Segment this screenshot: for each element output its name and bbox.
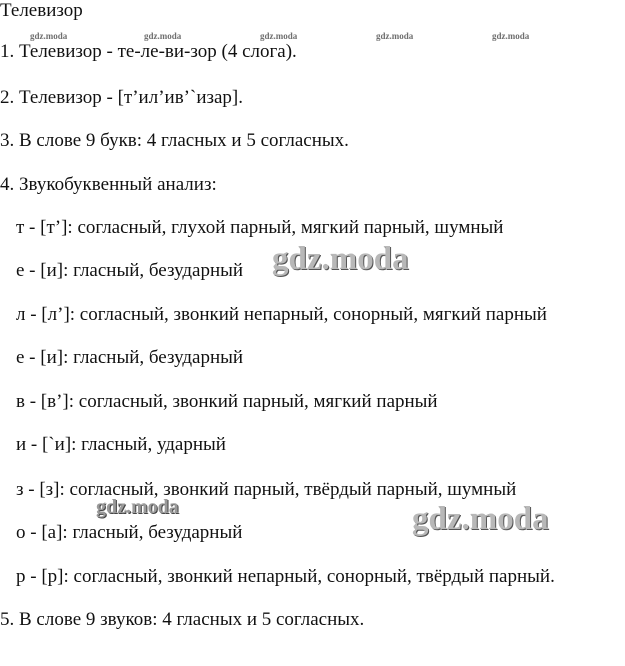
analysis-row-i: и - [`и]: гласный, ударный [16, 434, 226, 455]
item-5-sounds: 5. В слове 9 звуков: 4 гласных и 5 согласных. [0, 609, 365, 630]
analysis-row-l: л - [л’]: согласный, звонкий непарный, сонорный, мягкий парный [16, 304, 547, 325]
watermark-small-4: gdz.moda [376, 31, 414, 41]
watermark-small-3: gdz.moda [260, 31, 298, 41]
analysis-row-t: т - [т’]: согласный, глухой парный, мягкий парный, шумный [16, 217, 504, 238]
watermark-small-1: gdz.moda [30, 31, 68, 41]
analysis-row-e2: е - [и]: гласный, безударный [16, 347, 244, 368]
watermark-small-5: gdz.moda [492, 31, 530, 41]
item-1-syllables: 1. Телевизор - те-ле-ви-зор (4 слога). [0, 41, 297, 62]
watermark-large-2: gdz.moda [412, 501, 549, 537]
item-3-letters: 3. В слове 9 букв: 4 гласных и 5 согласных. [0, 130, 349, 151]
analysis-row-v: в - [в’]: согласный, звонкий парный, мягкий парный [16, 391, 438, 412]
analysis-row-o: о - [а]: гласный, безударный [16, 522, 243, 543]
watermark-large-1: gdz.moda [272, 241, 409, 277]
analysis-row-r: р - [р]: согласный, звонкий непарный, сонорный, твёрдый парный. [16, 566, 555, 587]
analysis-row-z: з - [з]: согласный, звонкий парный, твёрдый парный, шумный [16, 479, 517, 500]
watermark-medium-1: gdz.moda [96, 496, 179, 518]
analysis-row-e1: е - [и]: гласный, безударный [16, 260, 244, 281]
watermark-small-2: gdz.moda [144, 31, 182, 41]
document-title: Телевизор [0, 0, 83, 21]
item-2-transcription: 2. Телевизор - [т’ил’ив’`изар]. [0, 87, 244, 108]
item-4-heading: 4. Звукобуквенный анализ: [0, 174, 217, 195]
